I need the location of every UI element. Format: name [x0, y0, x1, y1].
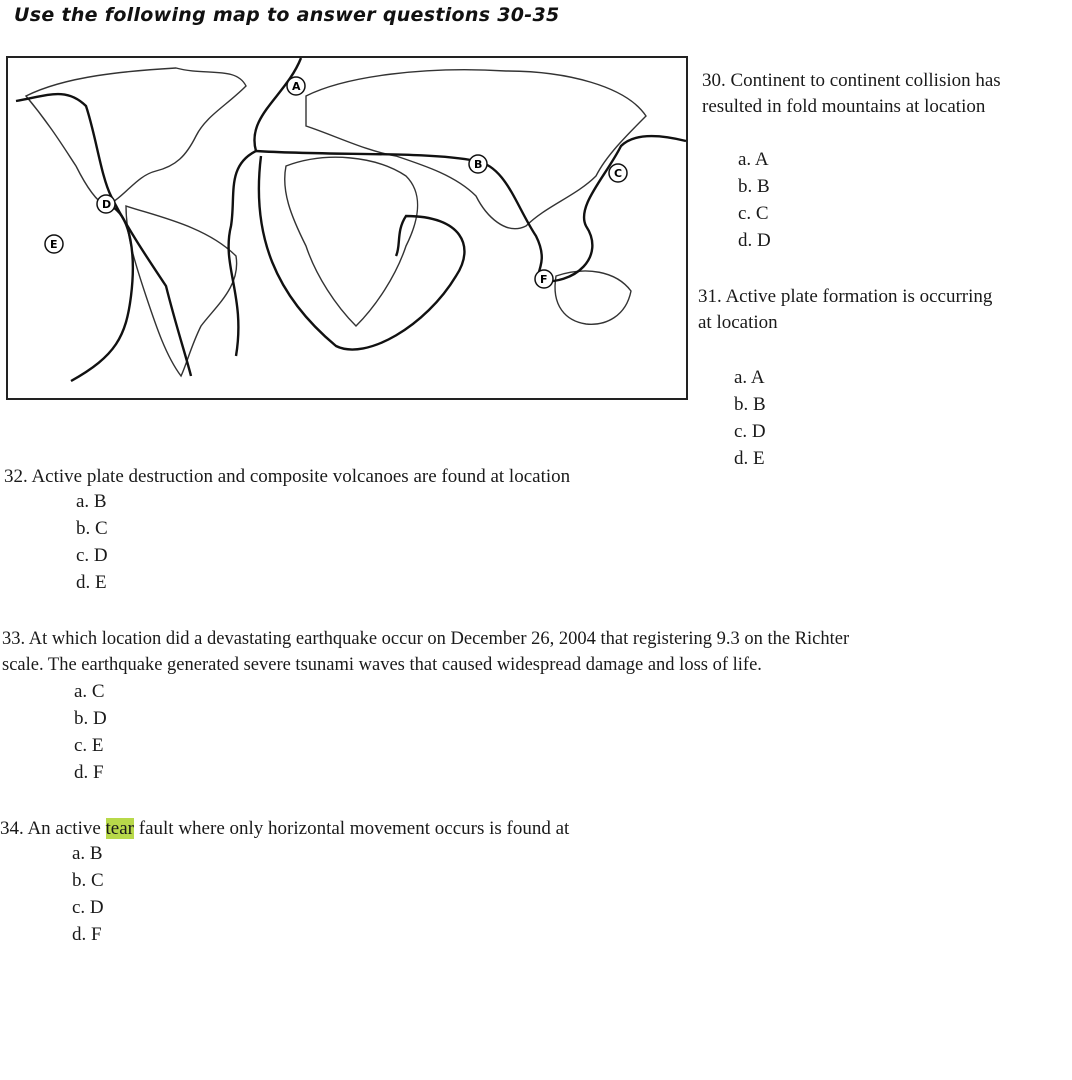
option[interactable]: b. C	[76, 518, 108, 539]
question-31-line2: at location	[698, 312, 778, 333]
marker-b-label: B	[474, 158, 483, 171]
world-plate-map	[6, 56, 688, 400]
question-32	[4, 464, 684, 490]
marker-f-label: F	[540, 273, 548, 286]
question-30-line1: 30. Continent to continent collision has	[702, 70, 1001, 91]
question-32-options	[76, 488, 108, 596]
question-30-line2: resulted in fold mountains at location	[702, 96, 986, 117]
option[interactable]: b. D	[74, 708, 107, 729]
option[interactable]: a. A	[738, 149, 769, 170]
question-30-options	[738, 146, 771, 254]
option[interactable]: a. A	[734, 367, 765, 388]
option[interactable]: d. E	[76, 572, 107, 593]
question-33-line1: 33. At which location did a devastating earthquake occur on December 26, 2004 that registering 9.3 on the Richter	[2, 629, 850, 649]
question-31	[698, 284, 1063, 336]
option[interactable]: c. D	[734, 421, 766, 442]
marker-d-label: D	[102, 198, 112, 211]
option[interactable]: c. C	[738, 203, 769, 224]
option[interactable]: c. D	[76, 545, 108, 566]
option[interactable]: d. F	[74, 762, 104, 783]
option[interactable]: b. C	[72, 870, 104, 891]
question-34-line1: 34. An active tear fault where only horizontal movement occurs is found at	[0, 818, 570, 839]
option[interactable]: a. B	[76, 491, 107, 512]
option[interactable]: d. D	[738, 230, 771, 251]
question-34-options	[72, 840, 104, 948]
question-33	[2, 626, 1068, 678]
question-33-options	[74, 678, 107, 786]
option[interactable]: b. B	[734, 394, 766, 415]
option[interactable]: c. D	[72, 897, 104, 918]
option[interactable]: d. F	[72, 924, 102, 945]
question-31-line1: 31. Active plate formation is occurring	[698, 286, 993, 307]
option[interactable]: a. C	[74, 681, 105, 702]
marker-a-label: A	[292, 80, 301, 93]
question-32-line1: 32. Active plate destruction and composite volcanoes are found at location	[4, 466, 571, 487]
option[interactable]: a. B	[72, 843, 103, 864]
question-30	[702, 68, 1062, 120]
option[interactable]: d. E	[734, 448, 765, 469]
page-title: Use the following map to answer questions 30-35	[14, 4, 560, 26]
question-33-line2: scale. The earthquake generated severe tsunami waves that caused widespread damage and loss of life.	[2, 655, 762, 675]
question-34	[0, 816, 700, 842]
option[interactable]: c. E	[74, 735, 104, 756]
highlighted-word: tear	[105, 818, 135, 839]
marker-e-label: E	[50, 238, 58, 251]
option[interactable]: b. B	[738, 176, 770, 197]
marker-c-label: C	[614, 167, 623, 180]
question-31-options	[734, 364, 766, 472]
